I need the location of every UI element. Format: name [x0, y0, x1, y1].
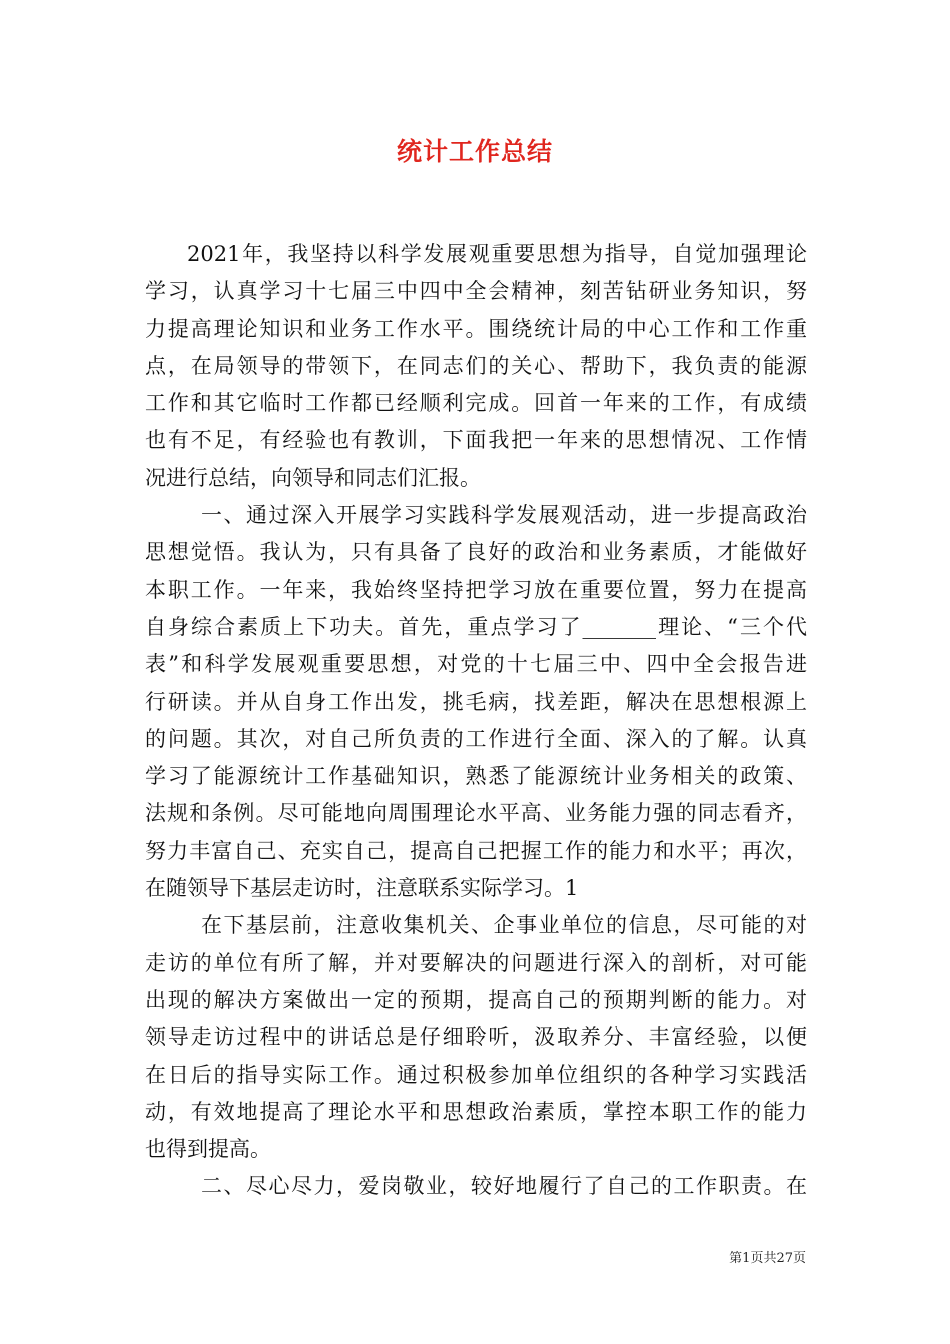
text-line: 自身综合素质上下功夫。首先，重点学习了_______理论、“三个代: [145, 614, 807, 639]
paragraph: [145, 497, 807, 907]
text-line: 力提高理论知识和业务工作水平。围绕统计局的中心工作和工作重: [145, 316, 807, 341]
text-line: 本职工作。一年来，我始终坚持把学习放在重要位置，努力在提高: [145, 577, 807, 602]
text-line: 2021年，我坚持以科学发展观重要思想为指导，自觉加强理论: [187, 242, 807, 266]
document-title: 统计工作总结: [396, 137, 553, 166]
document-body: [145, 236, 807, 1206]
text-line: 在日后的指导实际工作。通过积极参加单位组织的各种学习实践活: [145, 1062, 807, 1087]
paragraph: [145, 1168, 807, 1205]
text-line: 行研读。并从自身工作出发，挑毛病，找差距，解决在思想根源上: [145, 689, 807, 714]
text-line: 况进行总结，向领导和同志们汇报。: [145, 465, 481, 490]
text-line: 出现的解决方案做出一定的预期，提高自己的预期判断的能力。对: [145, 987, 807, 1012]
text-line: 也有不足，有经验也有教训，下面我把一年来的思想情况、工作情: [145, 428, 807, 453]
text-line: 学习了能源统计工作基础知识，熟悉了能源统计业务相关的政策、: [145, 764, 807, 789]
text-line: 思想觉悟。我认为，只有具备了良好的政治和业务素质，才能做好: [145, 540, 807, 565]
text-line: 在下基层前，注意收集机关、企事业单位的信息，尽可能的对: [201, 913, 807, 938]
text-line: 动，有效地提高了理论水平和思想政治素质，掌控本职工作的能力: [145, 1099, 807, 1124]
text-line: 也得到提高。: [145, 1137, 271, 1162]
text-line: 的问题。其次，对自己所负责的工作进行全面、深入的了解。认真: [145, 726, 807, 751]
text-line: 一、通过深入开展学习实践科学发展观活动，进一步提高政治: [201, 503, 807, 528]
text-line: 在随领导下基层走访时，注意联系实际学习。1: [145, 876, 579, 901]
text-line: 二、尽心尽力，爱岗敬业，较好地履行了自己的工作职责。在: [201, 1174, 807, 1199]
text-line: 表”和科学发展观重要思想，对党的十七届三中、四中全会报告进: [145, 652, 807, 677]
text-line: 领导走访过程中的讲话总是仔细聆听，汲取养分、丰富经验，以便: [145, 1025, 807, 1050]
paragraph: [145, 236, 807, 497]
text-line: 工作和其它临时工作都已经顺利完成。回首一年来的工作，有成绩: [145, 391, 807, 416]
text-line: 学习，认真学习十七届三中四中全会精神，刻苦钻研业务知识，努: [145, 279, 807, 304]
page-number: 第1页共27页: [729, 1251, 806, 1266]
text-line: 努力丰富自己、充实自己，提高自己把握工作的能力和水平；再次，: [145, 838, 807, 863]
text-line: 点，在局领导的带领下，在同志们的关心、帮助下，我负责的能源: [145, 353, 807, 378]
text-line: 走访的单位有所了解，并对要解决的问题进行深入的剖析，对可能: [145, 950, 807, 975]
paragraph: [145, 907, 807, 1168]
text-line: 法规和条例。尽可能地向周围理论水平高、业务能力强的同志看齐，: [145, 801, 807, 826]
